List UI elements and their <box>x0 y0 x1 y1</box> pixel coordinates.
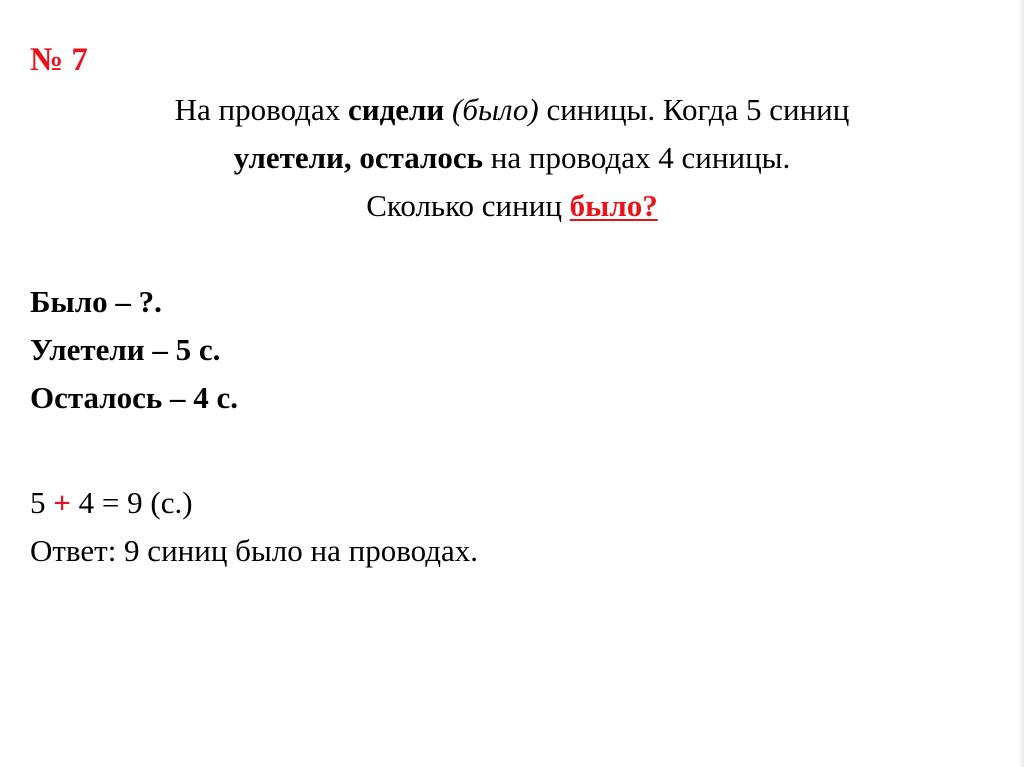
equation-left-operand: 5 <box>30 485 54 520</box>
equation-rest: 4 = 9 (с.) <box>70 485 193 520</box>
solution-answer: Ответ: 9 синиц было на проводах. <box>30 533 479 568</box>
problem-text: синицы. Когда 5 синиц <box>538 92 850 127</box>
problem-text <box>444 92 452 127</box>
problem-keyword-sat: сидели <box>347 92 445 127</box>
problem-text: на проводах 4 синицы. <box>483 140 791 175</box>
problem-question-text: Сколько синиц <box>366 188 570 223</box>
problem-statement <box>0 86 1024 230</box>
given-conditions <box>30 278 238 422</box>
problem-line-3 <box>0 182 1024 230</box>
problem-line-2 <box>0 134 1024 182</box>
problem-line-1 <box>0 86 1024 134</box>
problem-text: На проводах <box>174 92 348 127</box>
given-flew-away: Улетели – 5 с. <box>30 332 221 367</box>
solution <box>30 479 478 575</box>
problem-hint-was: (было) <box>452 92 539 127</box>
problem-keyword-flew-remained: улетели, осталось <box>233 140 484 175</box>
given-remained: Осталось – 4 с. <box>30 380 239 415</box>
task-number: № 7 <box>30 42 88 78</box>
plus-operator: + <box>53 485 71 520</box>
given-was: Было – ?. <box>30 284 162 319</box>
solution-equation <box>30 479 478 527</box>
problem-question-keyword: было? <box>569 188 658 223</box>
